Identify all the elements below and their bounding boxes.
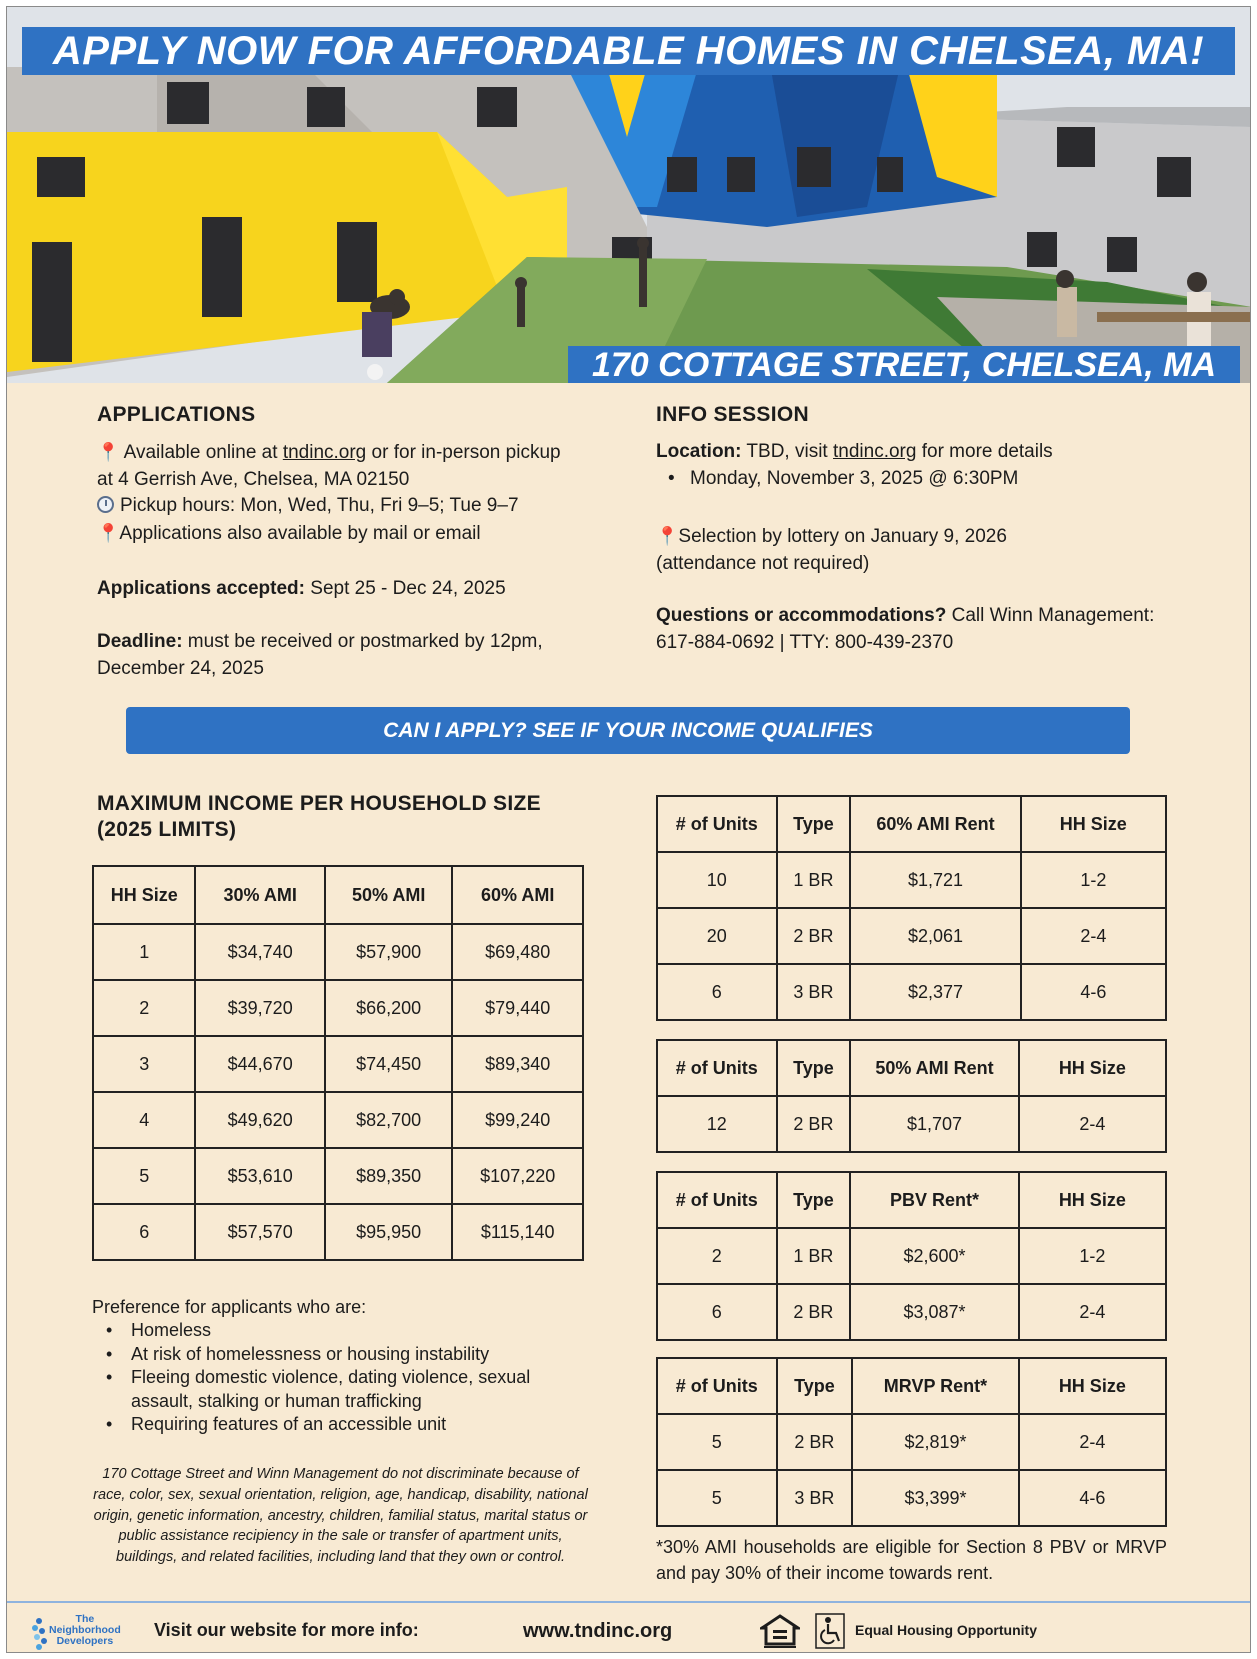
cell: 1-2: [1019, 1228, 1166, 1284]
cell: 1: [93, 924, 195, 980]
cell: 5: [93, 1148, 195, 1204]
pin-icon: 📍: [97, 522, 120, 543]
bullet: •: [668, 467, 675, 489]
table-row: [657, 1414, 1166, 1470]
applications-accepted: [97, 576, 577, 603]
footer: [7, 1603, 1251, 1653]
app-online-pre: Available online at: [123, 442, 283, 463]
rent-table-60-ami: [656, 795, 1167, 1021]
cell: 6: [93, 1204, 195, 1260]
cell: $69,480: [452, 924, 583, 980]
rent-table-pbv: [656, 1171, 1167, 1341]
table-row: [657, 1096, 1166, 1152]
cell: 5: [657, 1414, 777, 1470]
col-type: Type: [777, 1172, 851, 1228]
website-link[interactable]: www.tndinc.org: [523, 1620, 673, 1642]
cell: $53,610: [195, 1148, 324, 1204]
accessibility-icon: [815, 1613, 845, 1649]
table-row: [657, 964, 1166, 1020]
table-header-row: [657, 1040, 1166, 1096]
cell: $2,819*: [852, 1414, 1018, 1470]
pickup-hours: Pickup hours: Mon, Wed, Thu, Fri 9–5; Tue 9–7: [120, 495, 519, 516]
applications-details: [97, 439, 577, 547]
table-row: [93, 1204, 583, 1260]
cell: $66,200: [325, 980, 452, 1036]
table-header-row: [93, 866, 583, 924]
cell: 2: [93, 980, 195, 1036]
cell: $1,721: [850, 852, 1020, 908]
col-rent: MRVP Rent*: [852, 1358, 1018, 1414]
cell: 5: [657, 1470, 777, 1526]
table-row: [93, 1036, 583, 1092]
cell: 1 BR: [777, 1228, 851, 1284]
tndinc-link[interactable]: tndinc.org: [282, 442, 367, 463]
cell: $115,140: [452, 1204, 583, 1260]
col-units: # of Units: [657, 1358, 777, 1414]
col-hh-size: HH Size: [1019, 1040, 1166, 1096]
cell: 1-2: [1021, 852, 1166, 908]
col-rent: 50% AMI Rent: [850, 1040, 1018, 1096]
accepted-value: Sept 25 - Dec 24, 2025: [305, 578, 506, 599]
table-row: [93, 1148, 583, 1204]
table-header-row: [657, 796, 1166, 852]
cell: $107,220: [452, 1148, 583, 1204]
cell: 2 BR: [777, 1284, 851, 1340]
questions-value: Call Winn Management: 617-884-0692 | TTY: 800-439-2370: [656, 605, 1155, 653]
table-row: [93, 924, 583, 980]
mail-availability: Applications also available by mail or email: [119, 522, 481, 544]
cell: 4-6: [1019, 1470, 1166, 1526]
deadline-value: must be received or postmarked by 12pm, December 24, 2025: [97, 631, 543, 679]
cell: $44,670: [195, 1036, 324, 1092]
property-address: 170 COTTAGE STREET, CHELSEA, MA: [568, 346, 1240, 383]
col-units: # of Units: [657, 796, 777, 852]
logo-text: [49, 1614, 121, 1647]
info-session-heading: INFO SESSION: [656, 403, 809, 426]
income-heading-line2: (2025 LIMITS): [97, 818, 237, 841]
table-row: [657, 908, 1166, 964]
cell: $39,720: [195, 980, 324, 1036]
location-post: for more details: [916, 441, 1053, 462]
cell: 2 BR: [777, 1414, 853, 1470]
cell: 2-4: [1019, 1284, 1166, 1340]
pin-icon: 📍: [656, 526, 679, 546]
table-row: [657, 1470, 1166, 1526]
col-hh-size: HH Size: [1021, 796, 1166, 852]
cell: 2 BR: [777, 908, 851, 964]
preferences-intro: Preference for applicants who are:: [92, 1297, 367, 1317]
cell: 2-4: [1021, 908, 1166, 964]
cell: $49,620: [195, 1092, 324, 1148]
clock-icon: [97, 496, 114, 513]
cell: $34,740: [195, 924, 324, 980]
equal-housing-label: Equal Housing Opportunity: [855, 1622, 1037, 1638]
visit-website-label: Visit our website for more info:: [154, 1620, 419, 1640]
accepted-label: Applications accepted:: [97, 578, 305, 599]
logo-line1: The: [75, 1613, 95, 1625]
cell: $89,340: [452, 1036, 583, 1092]
col-rent: PBV Rent*: [850, 1172, 1018, 1228]
income-heading: [97, 791, 541, 843]
cell: $2,600*: [850, 1228, 1018, 1284]
cell: $2,377: [850, 964, 1020, 1020]
income-heading-line1: MAXIMUM INCOME PER HOUSEHOLD SIZE: [97, 792, 541, 815]
table-row: [657, 852, 1166, 908]
cell: 2 BR: [777, 1096, 851, 1152]
cell: 20: [657, 908, 777, 964]
cell: 12: [657, 1096, 777, 1152]
list-item: • Fleeing domestic violence, dating violence, sexual assault, stalking or human trafficking: [102, 1366, 572, 1413]
cell: $1,707: [850, 1096, 1018, 1152]
info-session-date: Monday, November 3, 2025 @ 6:30PM: [690, 467, 1019, 489]
cell: $89,350: [325, 1148, 452, 1204]
cell: 4-6: [1021, 964, 1166, 1020]
table-row: [93, 1092, 583, 1148]
cell: $57,900: [325, 924, 452, 980]
col-units: # of Units: [657, 1172, 777, 1228]
applications-deadline: [97, 629, 577, 682]
cell: 1 BR: [777, 852, 851, 908]
app-online-post: or for in-person pickup at 4 Gerrish Ave, Chelsea, MA 02150: [97, 442, 561, 490]
logo-line3: Developers: [56, 1635, 114, 1647]
cell: $3,087*: [850, 1284, 1018, 1340]
income-limits-table: [92, 865, 584, 1261]
col-type: Type: [777, 1358, 853, 1414]
table-row: [93, 980, 583, 1036]
list-item: • Requiring features of an accessible unit: [102, 1413, 572, 1437]
cell: $57,570: [195, 1204, 324, 1260]
logo-line2: Neighborhood: [49, 1624, 121, 1636]
non-discrimination-disclaimer: 170 Cottage Street and Winn Management do not discriminate because of race, color, sex, sexual orientation, religion, age, handicap, disability, national origin, genetic information, ancestry, children, familial status, marital status or public assistance recipiency in the sale or transfer of apartment units, buildings, and related facilities, including land that they own or control.: [93, 1466, 588, 1566]
col-30-ami: 30% AMI: [195, 866, 324, 924]
cell: 2-4: [1019, 1096, 1166, 1152]
cell: 2: [657, 1228, 777, 1284]
location-pre: TBD, visit: [741, 441, 833, 462]
col-units: # of Units: [657, 1040, 777, 1096]
col-type: Type: [777, 796, 851, 852]
cell: 3: [93, 1036, 195, 1092]
col-type: Type: [777, 1040, 851, 1096]
table-header-row: [657, 1172, 1166, 1228]
cell: $95,950: [325, 1204, 452, 1260]
cell: $82,700: [325, 1092, 452, 1148]
table-header-row: [657, 1358, 1166, 1414]
cell: 3 BR: [777, 964, 851, 1020]
col-hh-size: HH Size: [1019, 1358, 1166, 1414]
preferences-list: [102, 1319, 572, 1437]
flyer-page: [6, 6, 1251, 1653]
cell: 6: [657, 1284, 777, 1340]
page-title: APPLY NOW FOR AFFORDABLE HOMES IN CHELSEA, MA!: [22, 27, 1235, 75]
col-60-ami: 60% AMI: [452, 866, 583, 924]
cell: 4: [93, 1092, 195, 1148]
lottery-text: Selection by lottery on January 9, 2026 (attendance not required): [656, 526, 1007, 574]
cell: $3,399*: [852, 1470, 1018, 1526]
col-rent: 60% AMI Rent: [850, 796, 1020, 852]
col-hh-size: HH Size: [1019, 1172, 1166, 1228]
hero-rendering: [7, 7, 1251, 383]
tndinc-link[interactable]: tndinc.org: [833, 441, 917, 462]
col-hh-size: HH Size: [93, 866, 195, 924]
deadline-label: Deadline:: [97, 631, 183, 652]
applications-heading: APPLICATIONS: [97, 403, 256, 426]
cell: 10: [657, 852, 777, 908]
questions-label: Questions or accommodations?: [656, 605, 947, 626]
lottery-info: [656, 523, 1076, 577]
questions-info: [656, 603, 1156, 656]
rent-table-mrvp: [656, 1357, 1167, 1527]
voucher-footnote: *30% AMI households are eligible for Section 8 PBV or MRVP and pay 30% of their income towards rent.: [656, 1537, 1167, 1583]
col-50-ami: 50% AMI: [325, 866, 452, 924]
cell: $99,240: [452, 1092, 583, 1148]
equal-housing-icon: [760, 1614, 800, 1650]
cell: 6: [657, 964, 777, 1020]
cell: $74,450: [325, 1036, 452, 1092]
cell: $79,440: [452, 980, 583, 1036]
cell: $2,061: [850, 908, 1020, 964]
list-item: • Homeless: [102, 1319, 572, 1343]
list-item: • At risk of homelessness or housing instability: [102, 1343, 572, 1367]
cell: 2-4: [1019, 1414, 1166, 1470]
cell: 3 BR: [777, 1470, 853, 1526]
qualify-banner: CAN I APPLY? SEE IF YOUR INCOME QUALIFIES: [126, 707, 1130, 754]
location-label: Location:: [656, 441, 742, 462]
table-row: [657, 1284, 1166, 1340]
table-row: [657, 1228, 1166, 1284]
rent-table-50-ami: [656, 1039, 1167, 1153]
info-session-location: [656, 439, 1156, 492]
pin-icon: 📍: [97, 442, 120, 462]
